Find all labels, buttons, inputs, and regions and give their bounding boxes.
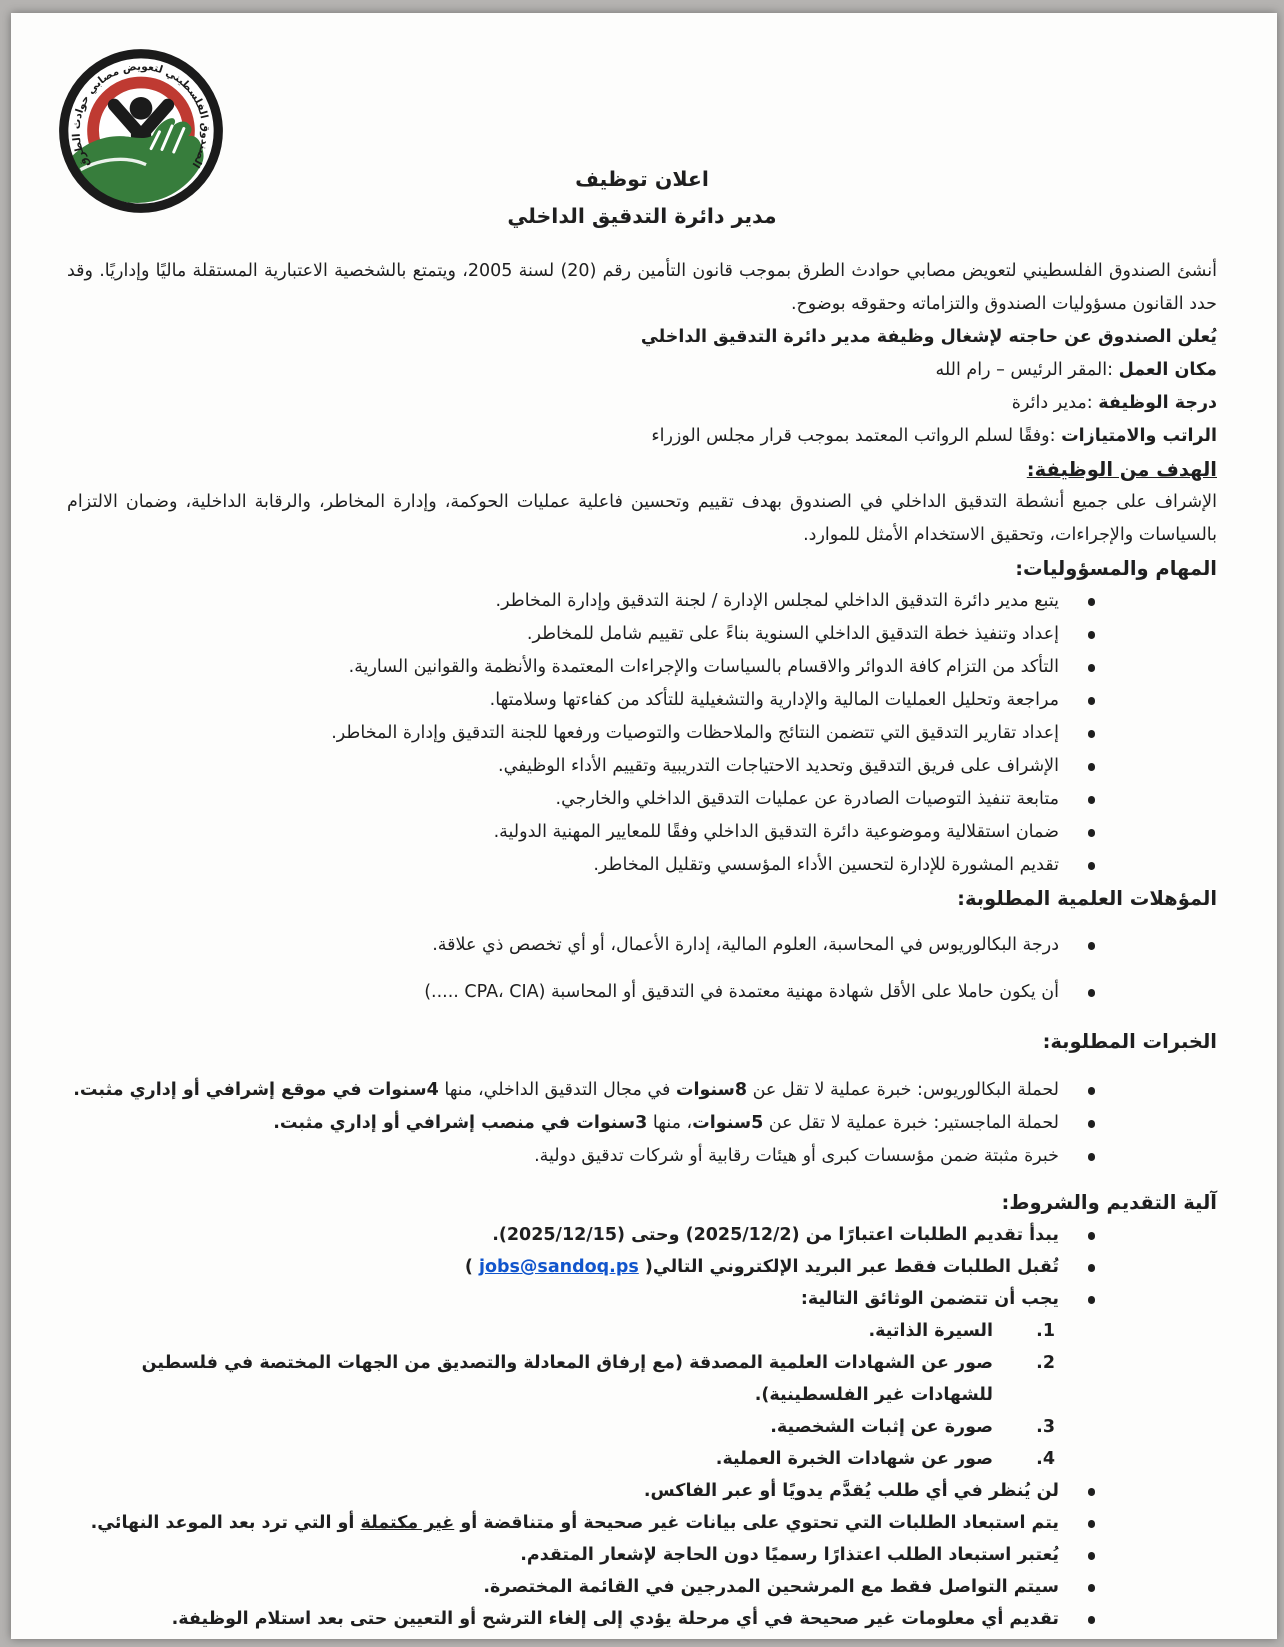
document-page xyxy=(11,13,1277,1639)
responsibility-item: تقديم المشورة للإدارة لتحسين الأداء المؤسسي وتقليل المخاطر. xyxy=(67,849,1217,882)
condition-text: يتم استبعاد الطلبات التي تحتوي على بيانات غير صحيحة أو متناقضة أو xyxy=(454,1513,1059,1533)
experience-years: 8سنوات xyxy=(675,1080,748,1100)
intro-paragraph: أنشئ الصندوق الفلسطيني لتعويض مصابي حوادث الطرق بموجب قانون التأمين رقم (20) لسنة 2005، ويتمتع بالشخصية الاعتبارية المستقلة ماليًا وإداريًا. وقد حدد القانون مسؤوليات الصندوق والتزاماته وحقوقه بوضوح. xyxy=(67,261,1217,314)
responsibility-item: مراجعة وتحليل العمليات المالية والإدارية والتشغيلية للتأكد من كفاءتها وسلامتها. xyxy=(67,684,1217,717)
experience-text: لحملة البكالوريوس: خبرة عملية لا تقل عن xyxy=(747,1080,1059,1100)
experience-text: لحملة الماجستير: خبرة عملية لا تقل عن xyxy=(763,1113,1059,1133)
field-job-grade xyxy=(67,387,1217,420)
field-work-location xyxy=(67,354,1217,387)
document-title-block xyxy=(67,13,1217,235)
document-content xyxy=(67,13,1217,1635)
responsibilities-list xyxy=(67,585,1217,882)
document-item-experience-certs xyxy=(67,1443,1217,1475)
responsibility-item: ضمان استقلالية وموضوعية دائرة التدقيق الداخلي وفقًا للمعايير المهنية الدولية. xyxy=(67,816,1217,849)
experience-list xyxy=(67,1074,1217,1173)
field-label: الراتب والامتيازات xyxy=(1061,426,1217,446)
email-line-text: تُقبل الطلبات فقط عبر البريد الإلكتروني التالي( xyxy=(638,1257,1059,1277)
item-number: 3. xyxy=(1036,1417,1055,1437)
responsibility-item: إعداد وتنفيذ خطة التدقيق الداخلي السنوية بناءً على تقييم شامل للمخاطر. xyxy=(67,618,1217,651)
item-text: صور عن الشهادات العلمية المصدقة (مع إرفاق المعادلة والتصديق من الجهات المختصة في فلسطين للشهادات غير الفلسطينية). xyxy=(141,1353,993,1405)
condition-false-info: تقديم أي معلومات غير صحيحة في أي مرحلة يؤدي إلى إلغاء الترشح أو التعيين حتى بعد استلام الوظيفة. xyxy=(67,1603,1217,1635)
section-heading-experience: الخبرات المطلوبة: xyxy=(1042,1030,1217,1053)
application-dates: يبدأ تقديم الطلبات اعتبارًا من (2025/12/2) وحتى (2025/12/15). xyxy=(67,1219,1217,1251)
application-email-line xyxy=(67,1251,1217,1283)
email-link[interactable]: jobs@sandoq.ps xyxy=(478,1257,639,1277)
field-salary xyxy=(67,420,1217,453)
experience-text: ، منها xyxy=(647,1113,693,1133)
item-text: السيرة الذاتية. xyxy=(868,1321,993,1341)
condition-shortlist: سيتم التواصل فقط مع المرشحين المدرجين في القائمة المختصرة. xyxy=(67,1571,1217,1603)
field-label: مكان العمل xyxy=(1118,360,1217,380)
qualification-item: أن يكون حاملا على الأقل شهادة مهنية معتمدة في التدقيق أو المحاسبة (CPA، CIA .....) xyxy=(67,976,1217,1009)
field-value: :المقر الرئيس – رام الله xyxy=(935,360,1119,380)
section-heading-application: آلية التقديم والشروط: xyxy=(1001,1191,1217,1214)
announcement-line: يُعلن الصندوق عن حاجته لإشغال وظيفة مدير دائرة التدقيق الداخلي xyxy=(640,327,1217,347)
condition-apology: يُعتبر استبعاد الطلب اعتذارًا رسميًا دون الحاجة لإشعار المتقدم. xyxy=(67,1539,1217,1571)
section-heading-qualifications: المؤهلات العلمية المطلوبة: xyxy=(957,887,1217,910)
experience-text: في مجال التدقيق الداخلي، منها xyxy=(438,1080,676,1100)
document-item-cv xyxy=(67,1315,1217,1347)
section-heading-objective: الهدف من الوظيفة: xyxy=(1026,458,1217,481)
responsibility-item: يتبع مدير دائرة التدقيق الداخلي لمجلس الإدارة / لجنة التدقيق وإدارة المخاطر. xyxy=(67,585,1217,618)
page-title: اعلان توظيف xyxy=(575,167,709,191)
experience-years: 3سنوات في منصب إشرافي أو إداري مثبت. xyxy=(273,1113,648,1133)
responsibility-item: الإشراف على فريق التدقيق وتحديد الاحتياجات التدريبية وتقييم الأداء الوظيفي. xyxy=(67,750,1217,783)
item-number: 2. xyxy=(1036,1353,1055,1373)
page-subtitle: مدير دائرة التدقيق الداخلي xyxy=(507,204,777,228)
condition-excluded xyxy=(67,1507,1217,1539)
logo-ring-text: الصندوق الفلسطيني لتعويض مصابي حوادث الطرق xyxy=(70,60,212,170)
email-line-text: ) xyxy=(464,1257,479,1277)
responsibility-item: إعداد تقارير التدقيق التي تتضمن النتائج والملاحظات والتوصيات ورفعها للجنة التدقيق وإدارة المخاطر. xyxy=(67,717,1217,750)
item-text: صورة عن إثبات الشخصية. xyxy=(770,1417,993,1437)
experience-item-bachelor xyxy=(67,1074,1217,1107)
experience-item-institutions: خبرة مثبتة ضمن مؤسسات كبرى أو هيئات رقابية أو شركات تدقيق دولية. xyxy=(67,1140,1217,1173)
item-number: 4. xyxy=(1036,1449,1055,1469)
experience-years: 5سنوات xyxy=(692,1113,764,1133)
experience-item-master xyxy=(67,1107,1217,1140)
experience-years: 4سنوات في موقع إشرافي أو إداري مثبت. xyxy=(73,1080,439,1100)
qualification-item: درجة البكالوريوس في المحاسبة، العلوم المالية، إدارة الأعمال، أو أي تخصص ذي علاقة. xyxy=(67,929,1217,962)
document-item-certificates xyxy=(67,1347,1217,1411)
condition-underlined-text: غير مكتملة xyxy=(360,1513,455,1533)
field-value: :مدير دائرة xyxy=(1011,393,1099,413)
responsibility-item: التأكد من التزام كافة الدوائر والاقسام بالسياسات والإجراءات المعتمدة والأنظمة والقوانين السارية. xyxy=(67,651,1217,684)
objective-text: الإشراف على جميع أنشطة التدقيق الداخلي في الصندوق بهدف تقييم وتحسين فاعلية عمليات الحوكمة، وإدارة المخاطر، والرقابة الداخلية، وضمان الالتزام بالسياسات والإجراءات، وتحقيق الاستخدام الأمثل للموارد. xyxy=(67,492,1217,545)
application-section xyxy=(67,1186,1217,1635)
field-value: :وفقًا لسلم الرواتب المعتمد بموجب قرار مجلس الوزراء xyxy=(651,426,1062,446)
condition-no-manual: لن يُنظر في أي طلب يُقدَّم يدويًا أو عبر الفاكس. xyxy=(67,1475,1217,1507)
documents-intro: يجب أن تتضمن الوثائق التالية: xyxy=(67,1283,1217,1315)
item-text: صور عن شهادات الخبرة العملية. xyxy=(715,1449,993,1469)
section-heading-responsibilities: المهام والمسؤوليات: xyxy=(1015,557,1217,580)
document-item-id xyxy=(67,1411,1217,1443)
qualifications-list xyxy=(67,929,1217,1009)
responsibility-item: متابعة تنفيذ التوصيات الصادرة عن عمليات التدقيق الداخلي والخارجي. xyxy=(67,783,1217,816)
condition-text: أو التي ترد بعد الموعد النهائي. xyxy=(90,1513,361,1533)
field-label: درجة الوظيفة xyxy=(1098,393,1217,413)
item-number: 1. xyxy=(1036,1321,1055,1341)
